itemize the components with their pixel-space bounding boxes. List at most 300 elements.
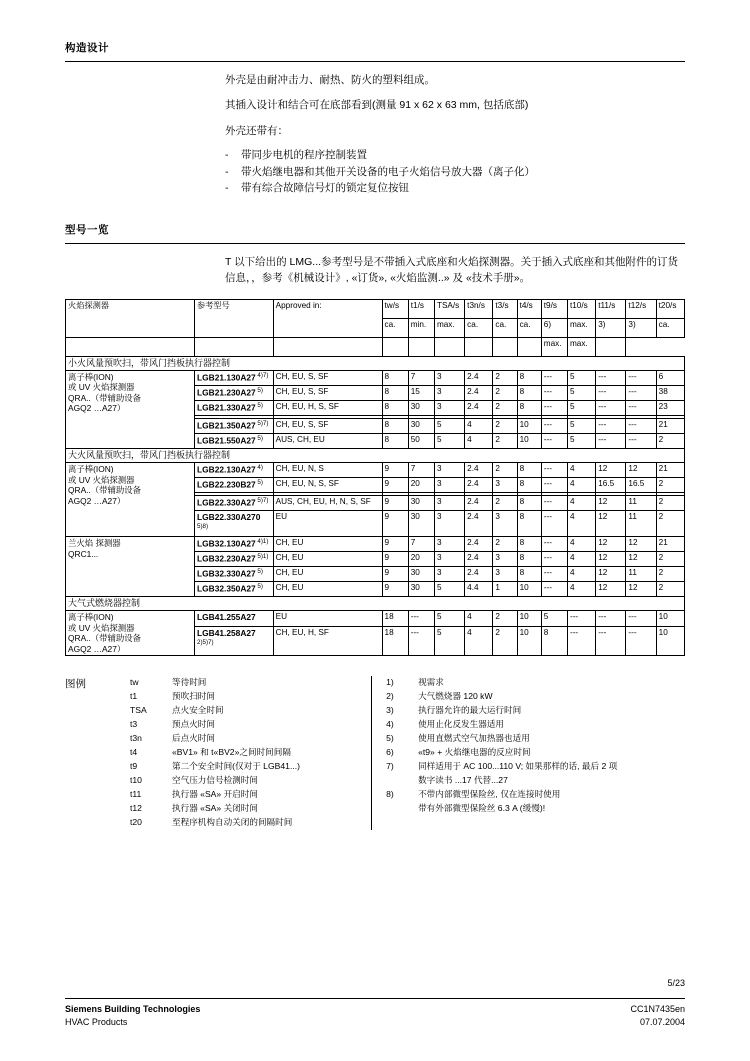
value-cell: --- [541, 370, 567, 385]
value-cell: 20 [408, 477, 434, 492]
value-cell: 16.5 [626, 477, 656, 492]
legend-row [386, 676, 685, 690]
value-cell: 9 [382, 567, 408, 582]
legend-key: 3) [386, 705, 394, 716]
header-cell: t12/s [626, 299, 656, 318]
value-cell: 2 [493, 370, 517, 385]
value-cell: 8 [517, 510, 541, 536]
value-cell: 8 [517, 567, 541, 582]
value-cell: 21 [656, 418, 684, 433]
approved-in-cell: AUS, CH, EU [273, 433, 382, 448]
approved-in-cell: EU [273, 510, 382, 536]
value-cell: 9 [382, 582, 408, 597]
legend-key: t3n [130, 733, 142, 744]
value-cell: 3 [493, 510, 517, 536]
header-cell: t1/s [408, 299, 434, 318]
product-type-cell: LGB21.350A27 $^{5)7)}$ [195, 418, 274, 433]
header-subcell: max. [541, 337, 567, 356]
approved-in-cell: CH, EU, S, SF [273, 370, 382, 385]
value-cell: 38 [656, 385, 684, 400]
value-cell: 4 [465, 433, 493, 448]
value-cell: 30 [408, 567, 434, 582]
value-cell: 8 [517, 463, 541, 478]
value-cell: 5 [567, 433, 595, 448]
legend-row [130, 788, 371, 802]
value-cell: 5 [567, 400, 595, 415]
header-cell: 火焰探测器 [66, 299, 195, 337]
value-cell: --- [626, 611, 656, 627]
value-cell: 8 [517, 370, 541, 385]
legend-value: 执行器 «SA» 关闭时间 [172, 802, 258, 813]
value-cell: 30 [408, 400, 434, 415]
value-cell: 2.4 [465, 567, 493, 582]
value-cell: 2 [493, 611, 517, 627]
value-cell: 5 [567, 385, 595, 400]
value-cell: --- [596, 627, 626, 656]
legend-row [386, 718, 685, 732]
value-cell: 16.5 [596, 477, 626, 492]
value-cell: 30 [408, 510, 434, 536]
value-cell: 9 [382, 537, 408, 552]
header-subcell [195, 337, 274, 356]
value-cell: --- [541, 510, 567, 536]
value-cell: 12 [626, 582, 656, 597]
product-type-cell: LGB22.230B27 $^{5)}$ [195, 477, 274, 492]
value-cell: 2.4 [465, 477, 493, 492]
value-cell: --- [541, 477, 567, 492]
value-cell: 21 [656, 463, 684, 478]
value-cell: --- [541, 418, 567, 433]
legend-right-column [371, 676, 685, 829]
header-subcell [596, 337, 626, 356]
section-heading-construction: 构造设计 [65, 42, 109, 54]
approved-in-cell: CH, EU, H, S, SF [273, 400, 382, 415]
value-cell: --- [596, 433, 626, 448]
value-cell: 12 [596, 463, 626, 478]
header-subcell: 3) [626, 318, 656, 337]
table-group-header [66, 597, 685, 611]
value-cell: 9 [382, 477, 408, 492]
value-cell: 2.4 [465, 552, 493, 567]
approved-in-cell: CH, EU [273, 552, 382, 567]
header-cell: tw/s [382, 299, 408, 318]
value-cell: --- [596, 385, 626, 400]
value-cell: 30 [408, 418, 434, 433]
value-cell: 3 [434, 370, 464, 385]
legend-row [130, 802, 371, 816]
legend-key: 8) [386, 788, 394, 799]
section-construction [65, 40, 685, 197]
value-cell: 6 [656, 370, 684, 385]
value-cell: 2 [656, 510, 684, 536]
value-cell: 2 [493, 627, 517, 656]
value-cell: 7 [408, 463, 434, 478]
value-cell: 2 [656, 567, 684, 582]
legend-key: t3 [130, 719, 138, 730]
detector-label: 离子棒(ION) 或 UV 火焰探测器 QRA..（带辅助设备 AGQ2 …A27） [66, 463, 195, 537]
value-cell: 3 [434, 552, 464, 567]
value-cell: 18 [382, 611, 408, 627]
value-cell: 2.4 [465, 463, 493, 478]
legend-left-column [130, 676, 371, 829]
header-subcell: min. [408, 318, 434, 337]
value-cell: 2 [656, 495, 684, 510]
approved-in-cell: CH, EU [273, 567, 382, 582]
value-cell: 3 [493, 477, 517, 492]
value-cell: 3 [434, 537, 464, 552]
legend-key: 6) [386, 746, 394, 757]
value-cell: 8 [517, 552, 541, 567]
value-cell: --- [626, 370, 656, 385]
header-subcell [408, 337, 434, 356]
value-cell: --- [541, 552, 567, 567]
header-cell: Approved in: [273, 299, 382, 337]
product-type-cell: LGB32.330A27 $^{5)}$ [195, 567, 274, 582]
legend-key: t11 [130, 788, 142, 799]
header-cell: t9/s [541, 299, 567, 318]
approved-in-cell: CH, EU, H, SF [273, 627, 382, 656]
value-cell: 20 [408, 552, 434, 567]
value-cell: 5 [434, 582, 464, 597]
value-cell: --- [567, 611, 595, 627]
legend-value: 点火安全时间 [172, 705, 224, 716]
legend-value: 空气压力信号检测时间 [172, 774, 258, 785]
legend-value: 预点火时间 [172, 719, 215, 730]
footer-date: 07.07.2004 [639, 1017, 685, 1028]
value-cell: 8 [517, 537, 541, 552]
approved-in-cell: AUS, CH, EU, H, N, S, SF [273, 495, 382, 510]
table-group-header [66, 448, 685, 462]
divider-type-overview [65, 243, 685, 244]
approved-in-cell: EU [273, 611, 382, 627]
divider-construction [65, 61, 685, 62]
value-cell: 3 [434, 463, 464, 478]
header-subcell [382, 337, 408, 356]
product-type-cell: LGB21.550A27 $^{5)}$ [195, 433, 274, 448]
legend-row [130, 816, 371, 830]
table-group-header [66, 356, 685, 370]
value-cell: 9 [382, 552, 408, 567]
value-cell: 2 [493, 385, 517, 400]
value-cell: 12 [626, 552, 656, 567]
value-cell: 4 [567, 477, 595, 492]
legend-key: t1 [130, 691, 138, 702]
table-body [66, 356, 685, 656]
header-cell: TSA/s [434, 299, 464, 318]
detector-label: 离子棒(ION) 或 UV 火焰探测器 QRA..（带辅助设备 AGQ2 …A27） [66, 611, 195, 656]
legend-row [386, 690, 685, 704]
legend-key: t4 [130, 746, 138, 757]
detector-label: 离子棒(ION) 或 UV 火焰探测器 QRA..（带辅助设备 AGQ2 …A27） [66, 370, 195, 448]
group-title: 大气式燃烧器控制 [66, 597, 685, 611]
legend-row [386, 746, 685, 760]
section-type-overview [65, 222, 685, 287]
type-overview-para-1: T 以下给出的 LMG...参考型号是不带插入式底座和火焰探测器。关于插入式底座和其他附件的订货信息，，参考《机械设计》, «订货», «火焰监测..» 及 «技术手册»。 [225, 256, 679, 285]
value-cell: 3 [434, 495, 464, 510]
header-subcell: max. [567, 337, 595, 356]
legend-row [130, 718, 371, 732]
table-row [66, 537, 685, 552]
value-cell: 2 [656, 582, 684, 597]
value-cell: 10 [517, 418, 541, 433]
legend-key: tw [130, 677, 139, 688]
header-cell: t4/s [517, 299, 541, 318]
approved-in-cell: CH, EU, S, SF [273, 385, 382, 400]
legend-value: 后点火时间 [172, 733, 215, 744]
value-cell: 2.4 [465, 385, 493, 400]
value-cell: 5 [567, 370, 595, 385]
value-cell: 8 [382, 385, 408, 400]
value-cell: --- [567, 627, 595, 656]
value-cell: 15 [408, 385, 434, 400]
group-title: 大火风量预吹扫，带风门挡板执行器控制 [66, 448, 685, 462]
value-cell: --- [626, 400, 656, 415]
footer-document-number: CC1N7435en [630, 1004, 685, 1014]
value-cell: 4 [567, 510, 595, 536]
approved-in-cell: CH, EU, N, S, SF [273, 477, 382, 492]
section-heading-type-overview: 型号一览 [65, 224, 109, 237]
value-cell: 2.4 [465, 510, 493, 536]
value-cell: 2 [493, 418, 517, 433]
value-cell: 2 [656, 433, 684, 448]
value-cell: 4 [567, 537, 595, 552]
legend-row [130, 774, 371, 788]
approved-in-cell: CH, EU, S, SF [273, 418, 382, 433]
value-cell: 4 [567, 552, 595, 567]
value-cell: 2.4 [465, 537, 493, 552]
value-cell: 11 [626, 567, 656, 582]
value-cell: 3 [434, 477, 464, 492]
product-type-cell: LGB21.230A27 $^{5)}$ [195, 385, 274, 400]
value-cell: --- [596, 418, 626, 433]
page-number: 5/23 [667, 978, 685, 988]
value-cell: 8 [382, 433, 408, 448]
header-cell: t3n/s [465, 299, 493, 318]
legend-value: 视需求 [418, 677, 444, 688]
value-cell: 4.4 [465, 582, 493, 597]
value-cell: 3 [434, 567, 464, 582]
value-cell: 2 [493, 433, 517, 448]
table-header-row-2b [66, 337, 685, 356]
legend-key: 2) [386, 691, 394, 702]
value-cell: 9 [382, 510, 408, 536]
value-cell: 30 [408, 495, 434, 510]
legend-value: 使用直燃式空气加热器也适用 [418, 733, 530, 744]
legend-value: 使用止化反发生器适用 [418, 719, 505, 730]
detector-label: 兰火焰 探测器 QRC1... [66, 537, 195, 597]
header-cell: 参考型号 [195, 299, 274, 337]
legend-row [386, 760, 685, 788]
header-subcell [517, 337, 541, 356]
value-cell: 3 [434, 510, 464, 536]
value-cell: --- [626, 627, 656, 656]
legend-key: 5) [386, 733, 394, 744]
value-cell: 12 [596, 567, 626, 582]
value-cell: --- [626, 385, 656, 400]
footer-divider [65, 998, 685, 999]
product-type-cell: LGB21.130A27 $^{4)7)}$ [195, 370, 274, 385]
construction-body [225, 72, 685, 197]
construction-para-2: 其插入设计和结合可在底部看到(测量 91 x 62 x 63 mm, 包括底部) [225, 99, 529, 112]
legend-value: «t9» + 火焰继电器的反应时间 [418, 746, 531, 757]
value-cell: 4 [567, 582, 595, 597]
legend-value: 不带内部微型保险丝, 仅在连接时使用 带有外部微型保险丝 6.3 A (缓慢)! [418, 788, 561, 813]
header-cell: t20/s [656, 299, 684, 318]
group-title: 小火风量预吹扫，带风门挡板执行器控制 [66, 356, 685, 370]
value-cell: 2.4 [465, 370, 493, 385]
product-type-cell: LGB21.330A27 $^{5)}$ [195, 400, 274, 415]
value-cell: 10 [656, 611, 684, 627]
header-subcell [66, 337, 195, 356]
value-cell: 7 [408, 370, 434, 385]
header-subcell [273, 337, 382, 356]
header-subcell: max. [434, 318, 464, 337]
value-cell: 4 [567, 463, 595, 478]
value-cell: --- [541, 463, 567, 478]
value-cell: 12 [596, 552, 626, 567]
legend-row [386, 788, 685, 816]
legend-key: TSA [130, 705, 147, 716]
value-cell: --- [541, 495, 567, 510]
value-cell: 5 [434, 433, 464, 448]
value-cell: 11 [626, 495, 656, 510]
value-cell: --- [626, 433, 656, 448]
value-cell: 8 [541, 627, 567, 656]
header-subcell [465, 337, 493, 356]
value-cell: 2 [493, 400, 517, 415]
value-cell: 5 [434, 418, 464, 433]
construction-para-3: 外壳还带有： [225, 124, 288, 137]
legend-title: 图例 [65, 678, 86, 691]
value-cell: --- [541, 582, 567, 597]
value-cell: 2 [656, 552, 684, 567]
value-cell: 9 [382, 495, 408, 510]
header-subcell [493, 337, 517, 356]
table-row [66, 611, 685, 627]
value-cell: 12 [596, 510, 626, 536]
value-cell: 4 [465, 611, 493, 627]
legend-key: 1) [386, 677, 394, 688]
legend-value: 大气燃烧器 120 kW [418, 691, 493, 702]
value-cell: 10 [517, 433, 541, 448]
legend-value: 执行器 «SA» 开启时间 [172, 788, 258, 799]
legend-value: 执行器允许的最大运行时间 [418, 705, 522, 716]
legend-key: 7) [386, 760, 394, 771]
list-item: - 带火焰继电器和其他开关设备的电子火焰信号放大器（离子化） [225, 165, 685, 181]
footer-right [630, 1003, 685, 1029]
footer-left [65, 1003, 200, 1029]
value-cell: 2 [493, 537, 517, 552]
value-cell: 8 [517, 400, 541, 415]
table-row [66, 463, 685, 478]
legend-row [130, 704, 371, 718]
value-cell: --- [541, 400, 567, 415]
value-cell: --- [541, 567, 567, 582]
legend-value: «BV1» 和 t«BV2»之间时间间隔 [172, 746, 291, 757]
legend-key: 4) [386, 719, 394, 730]
header-subcell: max. [567, 318, 595, 337]
legend-key: t9 [130, 760, 138, 771]
approved-in-cell: CH, EU [273, 582, 382, 597]
legend-row [130, 760, 371, 774]
value-cell: 3 [493, 567, 517, 582]
value-cell: 8 [517, 385, 541, 400]
value-cell: 4 [567, 567, 595, 582]
value-cell: 23 [656, 400, 684, 415]
value-cell: 10 [517, 611, 541, 627]
value-cell: 8 [382, 370, 408, 385]
legend-row [130, 690, 371, 704]
value-cell: 10 [656, 627, 684, 656]
value-cell: 9 [382, 463, 408, 478]
value-cell: 5 [567, 418, 595, 433]
legend-key: t20 [130, 816, 142, 827]
header-subcell: ca. [493, 318, 517, 337]
value-cell: --- [596, 400, 626, 415]
value-cell: 12 [626, 463, 656, 478]
product-type-cell: LGB22.130A27 $^{4)}$ [195, 463, 274, 478]
value-cell: 2.4 [465, 400, 493, 415]
value-cell: 21 [656, 537, 684, 552]
value-cell: 18 [382, 627, 408, 656]
legend-key: t12 [130, 802, 142, 813]
value-cell: 12 [596, 495, 626, 510]
legend-row [386, 704, 685, 718]
value-cell: 8 [517, 495, 541, 510]
value-cell: 5 [541, 611, 567, 627]
value-cell: 8 [382, 418, 408, 433]
page-content [65, 40, 685, 830]
legend-row [386, 732, 685, 746]
header-subcell: ca. [382, 318, 408, 337]
value-cell: --- [596, 370, 626, 385]
table-header-row-1 [66, 299, 685, 318]
value-cell: 11 [626, 510, 656, 536]
value-cell: 4 [567, 495, 595, 510]
product-type-cell: LGB41.255A27 [195, 611, 274, 627]
value-cell: 5 [434, 627, 464, 656]
product-type-cell: LGB32.350A27 $^{5)}$ [195, 582, 274, 597]
value-cell: 1 [493, 582, 517, 597]
value-cell: 2 [493, 463, 517, 478]
value-cell: --- [596, 611, 626, 627]
header-cell: t10/s [567, 299, 595, 318]
value-cell: 12 [596, 537, 626, 552]
value-cell: 2 [493, 495, 517, 510]
value-cell: --- [626, 418, 656, 433]
header-cell: t11/s [596, 299, 626, 318]
value-cell: 3 [493, 552, 517, 567]
legend-value: 预吹扫时间 [172, 691, 215, 702]
value-cell: 4 [465, 418, 493, 433]
value-cell: --- [541, 433, 567, 448]
list-item: - 带同步电机的程序控制装置 [225, 148, 685, 164]
value-cell: 2.4 [465, 495, 493, 510]
legend-key: t10 [130, 774, 142, 785]
footer-company: Siemens Building Technologies [65, 1004, 201, 1014]
value-cell: 4 [465, 627, 493, 656]
value-cell: 7 [408, 537, 434, 552]
product-type-cell: LGB22.330A270 $^{5)8)}$ [195, 510, 274, 536]
legend-value: 同样适用于 AC 100...110 V; 如果那样的话, 最后 2 项 数字读书 ...17 代替...27 [418, 760, 618, 785]
legend-row [130, 732, 371, 746]
value-cell: 12 [596, 582, 626, 597]
value-cell: 8 [517, 477, 541, 492]
table-row [66, 370, 685, 385]
value-cell: --- [541, 537, 567, 552]
legend-section [65, 676, 685, 829]
legend-value: 第二个安全时间(仅对于 LGB41...) [172, 760, 300, 771]
